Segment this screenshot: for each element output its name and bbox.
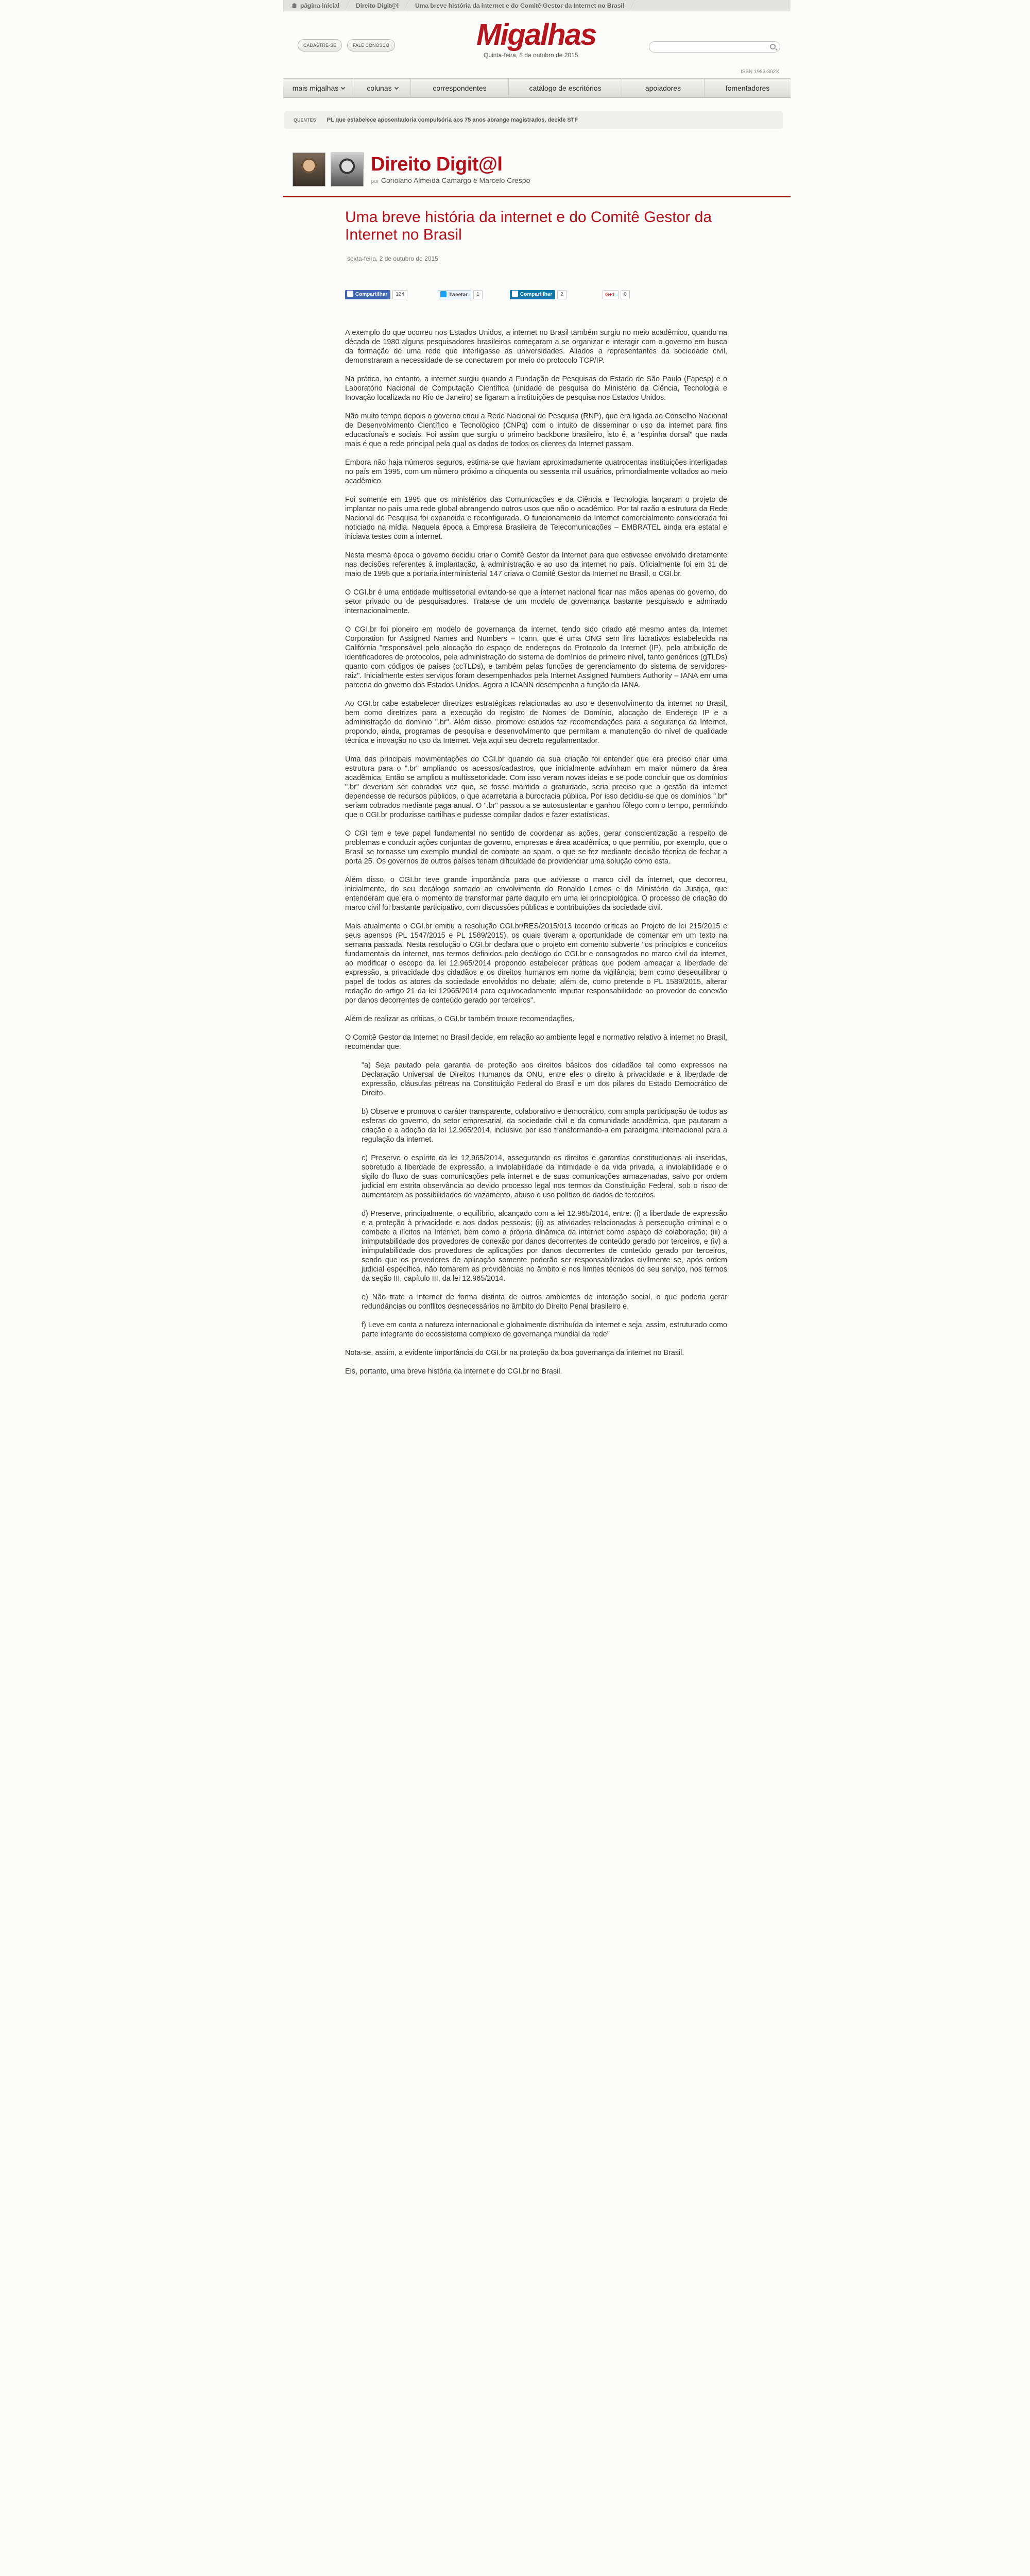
chevron-down-icon — [341, 86, 345, 90]
breadcrumb-current — [407, 0, 632, 11]
quote-paragraph: d) Preserve, principalmente, o equilíbrio, alcançado com a lei 12.965/2014, entre: (i) a liberdade de expressão e a proteção à privacidade e aos dados pessoais; (ii) as atividades relacionadas à persecução criminal e o combate a ilícitos na Internet, bem como a própria dinâmica da internet como espaço de colaboração; (iii) a inimputabilidade dos provedores de conexão por danos decorrentes de conteúdo gerado por terceiros, e (iv) a inimputabilidade dos provedores de aplicações por danos decorrentes de conteúdo gerado por terceiros, sendo que os provedores de aplicação somente poderão ser responsabilizados civilmente se, após ordem judicial específica, não tomarem as providências no âmbito e nos limites técnicos do seu serviço, nos termos da seção III, capítulo III, da lei 12.965/2014. — [362, 1210, 727, 1283]
twitter-icon — [440, 291, 447, 297]
quote-paragraph: "a) Seja pautado pela garantia de proteção aos direitos básicos dos cidadãos tal como expressos na Declaração Universal de Direitos Humanos da ONU, entre eles o direito à privacidade e à liberdade de expressão, cláusulas pétreas na Constituição Federal do Brasil e um dos pilares do Estado Democrático de Direito. — [362, 1061, 727, 1097]
article-paragraph: Além de realizar as críticas, o CGI.br também trouxe recomendações. — [345, 1015, 575, 1023]
quote-paragraph: c) Preserve o espírito da lei 12.965/2014, assegurando os direitos e garantias constitucionais ali inseridas, sobretudo a liberdade de expressão, a inviolabilidade da intimidade e da vida privada, a inviolabilidade e o sigilo do fluxo de suas comunicações pela internet e de suas comunicações armazenadas, salvo por ordem judicial em estrita observância ao devido processo legal nos termos da Constituição Federal, sob o risco de aumentarem as possibilidades de vazamento, abuso e uso político de dados de terceiros. — [362, 1154, 727, 1199]
home-icon — [291, 3, 297, 8]
site-logo[interactable] — [476, 20, 600, 63]
article-paragraph: Mais atualmente o CGI.br emitiu a resolução CGI.br/RES/2015/013 tecendo críticas ao Projeto de lei 215/2015 e seus apensos (PL 1547/2015 e PL 1589/2015), os quais tiveram a oportunidade de comentar em um texto na semana passada. Nesta resolução o CGI.br declara que o projeto em comento subverte "os princípios e conceitos fundamentais da internet, nos termos definidos pelo decálogo do CGI.br e consagrados no marco civil da internet, ao modificar o escopo da lei 12.965/2014 propondo estabelecer práticas que podem ameaçar a liberdade de expressão, a privacidade dos cidadãos e os direitos humanos em nome da vigilância; bem como desequilibrar o papel de todos os atores da sociedade envolvidos no debate; além de, como pretende o PL 1589/2015, alterar redação do artigo 21 da lei 12965/2014 para equivocadamente imputar responsabilidade ao provedor de conexão por danos decorrentes de conteúdo gerado por terceiros". — [345, 922, 727, 1005]
breadcrumb-column-label: Direito Digit@l — [356, 2, 399, 9]
chevron-down-icon — [394, 86, 398, 90]
logo-text: Migalhas — [476, 18, 596, 52]
hot-news-ticker — [284, 111, 783, 129]
article-paragraph: Uma das principais movimentações do CGI.br quando da sua criação foi entender que era preciso criar uma estrutura para o ".br" ampliando os acessos/cadastros, que inicialmente advinham em maior número da área acadêmica. Então se ampliou a multissetoridade. Com isso veram novas ideias e se pode concluir que os domínios ".br" deveriam ser cobrados vez que, se fosse mantida a gratuidade, seria preciso que a gestão da internet dependesse de recursos públicos, o que acarretaria a burocracia pública. Por isso decidiu-se que os domínios ".br" seriam cobrados mediante paga anual. O ".br" passou a se autosustentar e ganhou fôlego com o tempo, permitindo que o CGI.br produzisse cartilhas e pudesse compilar dados e fazer estatísticas. — [345, 755, 727, 819]
author-photo-1 — [293, 152, 325, 187]
nav-correspondentes[interactable]: correspondentes — [411, 79, 509, 97]
twitter-count: 1 — [473, 290, 483, 299]
gplus-count: 0 — [621, 290, 630, 299]
linkedin-share[interactable] — [510, 290, 566, 299]
gplus-share-button[interactable]: G+1 — [603, 290, 619, 299]
por-label: por — [371, 178, 379, 184]
closing-paragraph: Eis, portanto, uma breve história da internet e do CGI.br no Brasil. — [345, 1367, 562, 1376]
twitter-share-button[interactable] — [438, 290, 471, 299]
breadcrumb-current-label: Uma breve história da internet e do Comitê Gestor da Internet no Brasil — [415, 2, 625, 9]
facebook-share-label: Compartilhar — [355, 292, 388, 297]
closing-paragraph: Nota-se, assim, a evidente importância do CGI.br na proteção da boa governança da internet no Brasil. — [345, 1349, 684, 1357]
linkedin-share-label: Compartilhar — [520, 292, 553, 297]
signup-button[interactable]: CADASTRE-SE — [298, 39, 342, 52]
quote-paragraph: f) Leve em conta a natureza internacional e globalmente distribuída da internet e seja, assim, estruturado como parte integrante do ecossistema complexo de governança mundial da rede" — [362, 1321, 727, 1338]
breadcrumb-home-label: página inicial — [300, 2, 340, 9]
contact-button[interactable]: FALE CONOSCO — [347, 39, 395, 52]
nav-colunas-label: colunas — [367, 84, 392, 92]
article-body — [345, 328, 727, 1376]
article-title: Uma breve história da internet e do Comitê Gestor da Internet no Brasil — [345, 209, 712, 243]
issn-label: ISSN 1983-392X — [740, 69, 779, 75]
ticker-label: QUENTES — [294, 117, 316, 123]
nav-catalogo[interactable]: catálogo de escritórios — [509, 79, 622, 97]
article — [345, 209, 727, 1385]
facebook-share-button[interactable] — [345, 290, 390, 299]
authors-names: Coriolano Almeida Camargo e Marcelo Crespo — [381, 176, 530, 184]
header-date: Quinta-feira, 8 de outubro de 2015 — [484, 52, 578, 59]
facebook-count: 124 — [392, 290, 407, 299]
nav-fomentadores[interactable]: fomentadores — [725, 84, 770, 92]
nav-apoiadores[interactable]: apoiadores — [622, 79, 705, 97]
article-paragraph: Além disso, o CGI.br teve grande importância para que adviesse o marco civil da internet, que decorreu, inicialmente, do seu decálogo somado ao envolvimento do Ronaldo Lemos e do Ministério da Justiça, que entenderam que era o momento de transformar parte daquilo em uma lei principiológica. O processo de criação do marco civil foi bastante participativo, com discussões públicas e contribuições da sociedade civil. — [345, 876, 727, 912]
search-icon[interactable] — [770, 44, 776, 49]
breadcrumb-bar — [283, 0, 791, 11]
breadcrumb-home[interactable] — [283, 0, 348, 11]
article-paragraph: O CGI tem e teve papel fundamental no sentido de coordenar as ações, gerar conscientização a respeito de problemas e conduzir ações conjuntas de governo, empresas e área acadêmica, o que permitiu, por exemplo, que o Brasil se tornasse um exemplo mundial de combate ao spam, o que se fez mediante decisão técnica de fechar a porta 25. Os governos de outros países teriam dificuldade de providenciar uma solução como esta. — [345, 829, 727, 866]
column-title[interactable]: Direito Digit@l — [371, 154, 503, 175]
quote-paragraph: b) Observe e promova o caráter transparente, colaborativo e democrático, com ampla participação de todos as esferas do governo, do setor empresarial, da sociedade civil e da comunidade acadêmica, que pautaram a criação e a adoção da lei 12.965/2014, inclusive por isso transformando-a em paradigma internacional para a regulação da internet. — [362, 1108, 727, 1144]
gplus-share[interactable] — [603, 290, 630, 299]
share-bar — [345, 290, 727, 300]
twitter-share-label: Tweetar — [449, 292, 468, 298]
article-paragraph: O Comitê Gestor da Internet no Brasil decide, em relação ao ambiente legal e normativo relativo à internet no Brasil, recomendar que: — [345, 1033, 727, 1051]
column-header — [293, 152, 787, 189]
nav-mais-migalhas[interactable] — [283, 79, 354, 97]
article-paragraph: Ao CGI.br cabe estabelecer diretrizes estratégicas relacionadas ao uso e desenvolvimento da internet no Brasil, bem como diretrizes para a execução do registro de Nomes de Domínio, alocação de Endereço IP e a administração do domínio ".br". Além disso, promove estudos faz recomendações para a segurança da Internet, propondo, ainda, programas de pesquisa e desenvolvimento que permitam a manutenção do nível de qualidade técnica e inovação no uso da Internet. Veja aqui seu decreto regulamentador. — [345, 700, 727, 745]
main-nav — [283, 78, 791, 98]
site-header — [283, 11, 791, 78]
ticker-link[interactable]: PL que estabelece aposentadoria compulsória aos 75 anos abrange magistrados, decide STF — [327, 117, 578, 123]
article-paragraph: Embora não haja números seguros, estima-se que haviam aproximadamente quatrocentas instituições interligadas no país em 1995, com um número próximo a cinquenta ou sessenta mil usuários, primordialmente voltados ao meio acadêmico. — [345, 459, 727, 485]
linkedin-share-button[interactable] — [510, 290, 555, 299]
linkedin-icon — [512, 291, 518, 297]
linkedin-count: 2 — [557, 290, 566, 299]
search-input[interactable] — [649, 41, 780, 53]
breadcrumb-column[interactable] — [348, 0, 407, 11]
twitter-share[interactable] — [438, 290, 483, 299]
article-paragraph: Na prática, no entanto, a internet surgiu quando a Fundação de Pesquisas do Estado de São Paulo (Fapesp) e o Laboratório Nacional de Computação Científica (unidade de pesquisa do Ministério da Ciência, Tecnologia e Inovação localizada no Rio de Janeiro) se ligaram a instituições de pesquisa nos Estados Unidos. — [345, 375, 727, 402]
facebook-share[interactable] — [345, 290, 407, 299]
nav-colunas[interactable] — [354, 79, 411, 97]
article-paragraph: O CGI.br foi pioneiro em modelo de governança da internet, tendo sido criado até mesmo antes da Internet Corporation for Assigned Names and Numbers – Icann, que é uma ONG sem fins lucrativos estabelecida na Califórnia "responsável pela alocação do espaço de endereços do Protocolo da Internet (IP), pela atribuição de identificadores de protocolos, pela administração do sistema de domínios de primeiro nível, tanto genéricos (gTLDs) quanto com códigos de países (ccTLDs), e também pelas funções de gerenciamento do sistema de servidores-raiz". Inicialmente estes serviços foram desempenhados pela Internet Assigned Numbers Authority – IANA em uma parceria do governo dos Estados Unidos. Agora a ICANN desempenha a função da IANA. — [345, 625, 727, 689]
article-paragraph: A exemplo do que ocorreu nos Estados Unidos, a internet no Brasil também surgiu no meio acadêmico, quando na década de 1980 alguns pesquisadores brasileiros começaram a se organizar e interagir com o governo em busca da formação de uma rede que interligasse as universidades. Aliados a representantes da sociedade civil, demonstraram a necessidade de se conectarem por meio do protocolo TCP/IP. — [345, 329, 727, 365]
article-paragraph: Nesta mesma época o governo decidiu criar o Comitê Gestor da Internet para que estivesse envolvido diretamente nas decisões referentes à implantação, à administração e ao uso da internet no país. Oficialmente foi em 31 de maio de 1995 que a portaria interministerial 147 criava o Comitê Gestor da Internet no Brasil, o CGI.br. — [345, 551, 727, 578]
article-paragraph: O CGI.br é uma entidade multissetorial evitando-se que a internet nacional ficar nas mãos apenas do governo, do setor privado ou de pesquisadores. Trata-se de um modelo de governança bastante pesquisado e admirado internacionalmente. — [345, 588, 727, 615]
header-divider — [283, 196, 791, 197]
facebook-icon — [347, 291, 353, 297]
nav-mais-migalhas-label: mais migalhas — [292, 84, 339, 92]
author-photo-2 — [331, 152, 364, 187]
column-authors — [371, 176, 530, 184]
article-date: sexta-feira, 2 de outubro de 2015 — [347, 255, 438, 262]
article-paragraph: Não muito tempo depois o governo criou a Rede Nacional de Pesquisa (RNP), que era ligada ao Conselho Nacional de Desenvolvimento Científico e Tecnológico (CNPq) com o intuito de disseminar o uso da internet para fins educacionais e sociais. Foi assim que surgiu o primeiro backbone brasileiro, isto é, a "espinha dorsal" que nada mais é que a rede principal pela qual os dados de todos os clientes da Internet passam. — [345, 412, 727, 448]
quote-paragraph: e) Não trate a internet de forma distinta de outros ambientes de interação social, o que poderia gerar redundâncias ou conflitos desnecessários no âmbito do Direito Penal brasileiro e, — [362, 1293, 727, 1311]
article-paragraph: Foi somente em 1995 que os ministérios das Comunicações e da Ciência e Tecnologia lançaram o projeto de implantar no país uma rede global abrangendo outros usos que não o acadêmico. Por tal razão a estrutura da Rede Nacional de Pesquisa foi expandida e reconfigurada. O funcionamento da Internet comercialmente considerada foi noticiado na mídia. Naquela época a Empresa Brasileira de Telecomunicações – EMBRATEL ainda era estatal e iniciava testes com a internet. — [345, 496, 727, 541]
